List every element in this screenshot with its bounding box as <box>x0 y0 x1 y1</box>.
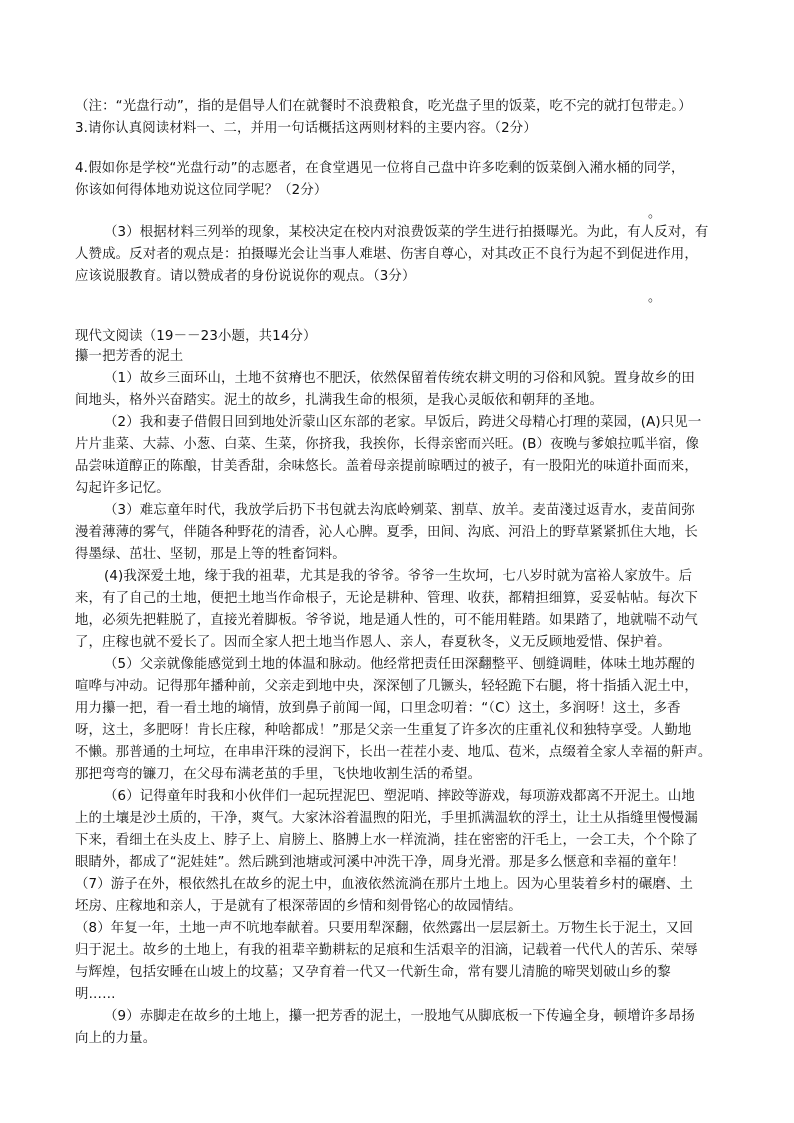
article-title: 攥一把芳香的泥土 <box>75 349 184 364</box>
article-line: 用力攥一把，看一看土地的墒情，放到鼻子前闻一闻，口里念叨着：“（C）这土，多润呀！这土，多香 <box>75 701 681 716</box>
answer-blank-mark: 。 <box>648 206 662 221</box>
article-line: 那把弯弯的镰刀，在父母布满老茧的手里，飞快地收割生活的希望。 <box>75 767 482 782</box>
article-line: 明…… <box>75 987 116 1002</box>
answer-blank-mark: 。 <box>648 290 662 305</box>
question-3: 3.请你认真阅读材料一、二，并用一句话概括这两则材料的主要内容。（2分） <box>75 121 537 136</box>
article-line: （3）难忘童年时代，我放学后扔下书包就去沟底岭剜菜、割草、放羊。麦苗淺过返青水，麦苗间弥 <box>104 503 695 518</box>
article-line: （2）我和妻子借假日回到地处沂蒙山区东部的老家。早饭后，跨进父母精心打理的菜园，(A)只见一 <box>104 415 702 430</box>
article-line: 不懒。那普通的土坷垃，在串串汗珠的浸润下，长出一茬茬小麦、地瓜、苞米，点缀着全家人幸福的鼾声。 <box>75 745 712 760</box>
question-4-line-2: 你该如何得体地劝说这位同学呢？（2分） <box>75 183 328 198</box>
reading-header: 现代文阅读（19－－23小题，共14分） <box>75 329 317 344</box>
note-text: （注：“光盘行动”，指的是倡导人们在就餐时不浪费粮食，吃光盘子里的饭菜，吃不完的就打包带走。） <box>75 99 692 114</box>
article-line: 归于泥土。故乡的土地上，有我的祖辈辛勤耕耘的足痕和生活艰辛的泪滴，记载着一代代人的苦乐、荣辱 <box>75 943 698 958</box>
article-line: 漫着薄薄的雾气，伴随各种野花的清香，沁人心脾。夏季，田间、沟底、河沿上的野草紧紧抓住大地，长 <box>75 525 698 540</box>
article-line: 呀，这土，多肥呀！肯长庄稼，种啥都成！”那是父亲一生重复了许多次的庄重礼仪和独特享受。人勤地 <box>75 723 692 738</box>
article-line: （1）故乡三面环山，土地不贫瘠也不肥沃，依然保留着传统农耕文明的习俗和风貌。置身故乡的田 <box>104 371 695 386</box>
article-line: （6）记得童年时我和小伙伴们一起玩捏泥巴、塑泥哨、摔跤等游戏，每项游戏都离不开泥土。山地 <box>104 789 695 804</box>
article-line: 片片韭菜、大蒜、小葱、白菜、生菜，你挤我，我挨你，长得亲密而兴旺。(B）夜晚与爹娘拉呱半宿，像 <box>75 437 700 452</box>
article-line: 与辉煌，包括安睡在山坡上的坟墓；又孕育着一代又一代新生命，常有婴儿清脆的啼哭划破山乡的黎 <box>75 965 671 980</box>
article-line: 品尝味道醇正的陈酿，甘美香甜，余味悠长。盖着母亲提前晾晒过的被子，有一股阳光的味道扑面而来， <box>75 459 698 474</box>
article-line: 地，必须先把鞋脱了，直接光着脚板。爷爷说，地是通人性的，可不能用鞋踏。如果踏了，地就喘不动气 <box>75 613 698 628</box>
question-4-line-1: 4.假如你是学校“光盘行动”的志愿者，在食堂遇见一位将自己盘中许多吃剩的饭菜倒入潲水桶的同学， <box>75 161 685 176</box>
article-line: 向上的力量。 <box>75 1031 157 1046</box>
article-line: （8）年复一年，土地一声不吭地奉献着。只要用犁深翻，依然露出一层层新土。万物生长于泥土，又回 <box>75 921 693 936</box>
article-line: 勾起许多记忆。 <box>75 481 170 496</box>
question-3b-line-2: 人赞成。反对者的观点是：拍摄曝光会让当事人难堪、伤害自尊心，对其改正不良行为起不到促进作用， <box>75 247 698 262</box>
article-line: 来，有了自己的土地，便把土地当作命根子，无论是耕种、管理、收获，都精担细算，妥妥帖帖。每次下 <box>75 591 698 606</box>
article-line: 了，庄稼也就不爱长了。因而全家人把土地当作恩人、亲人，春夏秋冬，义无反顾地爱惜、保护着。 <box>75 635 671 650</box>
article-line: 喧哗与冲动。记得那年播种前，父亲走到地中央，深深刨了几镢头，轻轻跪下右腿，将十指插入泥土中， <box>75 679 698 694</box>
article-line: 坯房、庄稼地和亲人，于是就有了根深蒂固的乡情和刻骨铭心的故园情结。 <box>75 899 522 914</box>
article-line: 眼睛外，都成了“泥娃娃”。然后跳到池塘或河溪中冲洗干净，周身光滑。那是多么惬意和幸福的童年！ <box>75 855 685 870</box>
article-line: （7）游子在外，根依然扎在故乡的泥土中，血液依然流淌在那片土地上。因为心里装着乡村的碾磨、土 <box>75 877 693 892</box>
question-3b-line-3: 应该说服教育。请以赞成者的身份说说你的观点。（3分） <box>75 269 416 284</box>
article-line: 下来，看细土在头皮上、脖子上、肩膀上、胳膊上水一样流淌，挂在密密的汗毛上，一会工夫，个个除了 <box>75 833 698 848</box>
question-3b-line-1: （3）根据材料三列举的现象，某校决定在校内对浪费饭菜的学生进行拍摄曝光。为此，有人反对，有 <box>104 225 709 240</box>
article-line: （5）父亲就像能感觉到土地的体温和脉动。他经常把责任田深翻整平、刨缝调畦，体味土地苏醒的 <box>104 657 695 672</box>
article-line: （9）赤脚走在故乡的土地上，攥一把芳香的泥土，一股地气从脚底板一下传遍全身，顿增许多昂扬 <box>104 1009 695 1024</box>
article-line: 间地头，格外兴奋踏实。泥土的故乡，扎满我生命的根须，是我心灵皈依和朝拜的圣地。 <box>75 393 604 408</box>
article-line: 上的土壤是沙土质的，干净，爽气。大家沐浴着温煦的阳光，手里抓满温软的浮土，让土从指缝里慢慢漏 <box>75 811 698 826</box>
article-line: 得墨绿、茁壮、坚韧，那是上等的牲畜饲料。 <box>75 547 346 562</box>
article-line: (4)我深爱土地，缘于我的祖辈，尤其是我的爷爷。爷爷一生坎坷，七八岁时就为富裕人家放牛。后 <box>104 569 693 584</box>
